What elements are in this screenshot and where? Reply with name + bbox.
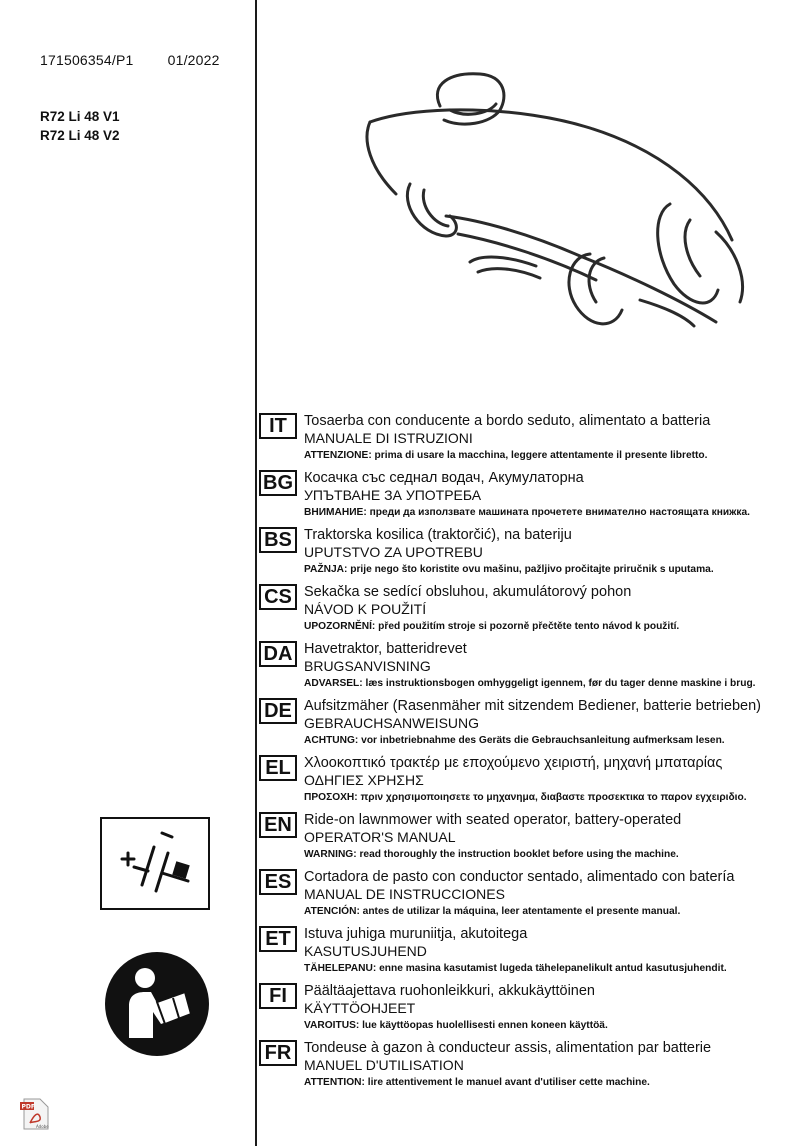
language-title: Sekačka se sedící obsluhou, akumulátorový pohon xyxy=(304,584,632,600)
language-title: Cortadora de pasto con conductor sentado, alimentado con batería xyxy=(304,869,735,885)
language-subtitle: OPERATOR'S MANUAL xyxy=(304,829,456,845)
language-subtitle: BRUGSANVISNING xyxy=(304,658,431,674)
language-code: CS xyxy=(259,584,297,610)
model-name: R72 Li 48 V1 xyxy=(40,109,120,124)
document-code xyxy=(40,52,220,68)
battery-plus-minus-icon xyxy=(102,819,208,908)
language-warning: ATTENTION: lire attentivement le manuel avant d'utiliser cette machine. xyxy=(304,1077,650,1088)
language-warning: TÄHELEPANU: enne masina kasutamist lugeda tähelepanelikult antud kasutusjuhendit. xyxy=(304,963,727,974)
language-title: Tondeuse à gazon à conducteur assis, alimentation par batterie xyxy=(304,1040,712,1056)
language-code: DE xyxy=(259,698,297,724)
language-code: IT xyxy=(259,413,297,439)
language-title: Havetraktor, batteridrevet xyxy=(304,641,467,657)
language-subtitle: KASUTUSJUHEND xyxy=(304,943,427,959)
language-code: EN xyxy=(259,812,297,838)
language-subtitle: UPUTSTVO ZA UPOTREBU xyxy=(304,544,483,560)
language-warning: ΠΡΟΣΟΧΗ: πριν χρησιμοποιησετε το μηχανημα, διαβαστε προσεκτικα το παρον εγχειριδιο. xyxy=(304,792,747,803)
language-entry-fi xyxy=(259,981,799,1038)
vertical-divider xyxy=(255,0,257,1146)
battery-icon xyxy=(100,817,210,910)
language-entry-da xyxy=(259,639,799,696)
language-warning: PAŽNJA: prije nego što koristite ovu mašinu, pažljivo pročitajte priručnik s uputama. xyxy=(304,564,714,575)
ride-on-mower-illustration xyxy=(340,44,760,344)
language-code: FI xyxy=(259,983,297,1009)
language-subtitle: NÁVOD K POUŽITÍ xyxy=(304,601,427,617)
language-warning: UPOZORNĚNÍ: před použitím stroje si pozorně přečtěte tento návod k použití. xyxy=(304,621,680,632)
language-title: Χλοοκοπτικό τρακτέρ με εποχούμενο χειριστή, μηχανή μπαταρίας xyxy=(304,755,723,771)
language-code: FR xyxy=(259,1040,297,1066)
language-subtitle: УПЪТВАНЕ ЗА УПОТРЕБА xyxy=(304,487,482,503)
language-entry-it xyxy=(259,411,799,468)
language-entry-fr xyxy=(259,1038,799,1095)
language-entry-bs xyxy=(259,525,799,582)
language-warning: ATTENZIONE: prima di usare la macchina, leggere attentamente il presente libretto. xyxy=(304,450,708,461)
language-subtitle: MANUEL D'UTILISATION xyxy=(304,1057,464,1073)
language-entry-en xyxy=(259,810,799,867)
read-manual-icon xyxy=(105,952,209,1056)
language-warning: ADVARSEL: læs instruktionsbogen omhyggeligt igennem, før du tager denne maskine i brug. xyxy=(304,678,756,689)
language-warning: ATENCIÓN: antes de utilizar la máquina, leer atentamente el presente manual. xyxy=(304,906,681,917)
language-entry-bg xyxy=(259,468,799,525)
language-list xyxy=(259,411,799,1095)
language-title: Aufsitzmäher (Rasenmäher mit sitzendem Bediener, batterie betrieben) xyxy=(304,698,761,714)
language-title: Traktorska kosilica (traktorčić), na bateriju xyxy=(304,527,572,543)
language-warning: VAROITUS: lue käyttöopas huolellisesti ennen koneen käyttöä. xyxy=(304,1020,608,1031)
language-warning: ВНИМАНИЕ: преди да използвате машината прочетете внимателно настоящата книжка. xyxy=(304,507,750,518)
model-name: R72 Li 48 V2 xyxy=(40,128,120,143)
language-title: Ride-on lawnmower with seated operator, battery-operated xyxy=(304,812,682,828)
language-title: Istuva juhiga muruniitja, akutoitega xyxy=(304,926,528,942)
language-code: BS xyxy=(259,527,297,553)
language-subtitle: KÄYTTÖOHJEET xyxy=(304,1000,416,1016)
language-title: Косачка със седнал водач, Акумулаторна xyxy=(304,470,584,486)
language-subtitle: MANUAL DE INSTRUCCIONES xyxy=(304,886,505,902)
pdf-brand: Adobe xyxy=(36,1124,49,1129)
language-warning: ACHTUNG: vor inbetriebnahme des Geräts die Gebrauchsanleitung aufmerksam lesen. xyxy=(304,735,725,746)
language-code: EL xyxy=(259,755,297,781)
document-date: 01/2022 xyxy=(167,52,220,68)
model-list xyxy=(40,107,120,145)
language-subtitle: ΟΔΗΓΙΕΣ ΧΡΗΣΗΣ xyxy=(304,772,424,788)
language-entry-cs xyxy=(259,582,799,639)
language-title: Päältäajettava ruohonleikkuri, akkukäyttöinen xyxy=(304,983,595,999)
pdf-label: PDF xyxy=(21,1103,35,1111)
language-code: ES xyxy=(259,869,297,895)
pdf-file-icon xyxy=(18,1097,52,1131)
language-warning: WARNING: read thoroughly the instruction booklet before using the machine. xyxy=(304,849,679,860)
language-code: BG xyxy=(259,470,297,496)
language-entry-es xyxy=(259,867,799,924)
language-code: DA xyxy=(259,641,297,667)
document-number: 171506354/P1 xyxy=(40,52,134,68)
language-title: Tosaerba con conducente a bordo seduto, alimentato a batteria xyxy=(304,413,711,429)
language-entry-el xyxy=(259,753,799,810)
language-subtitle: MANUALE DI ISTRUZIONI xyxy=(304,430,473,446)
language-entry-de xyxy=(259,696,799,753)
language-subtitle: GEBRAUCHSANWEISUNG xyxy=(304,715,480,731)
language-code: ET xyxy=(259,926,297,952)
language-entry-et xyxy=(259,924,799,981)
